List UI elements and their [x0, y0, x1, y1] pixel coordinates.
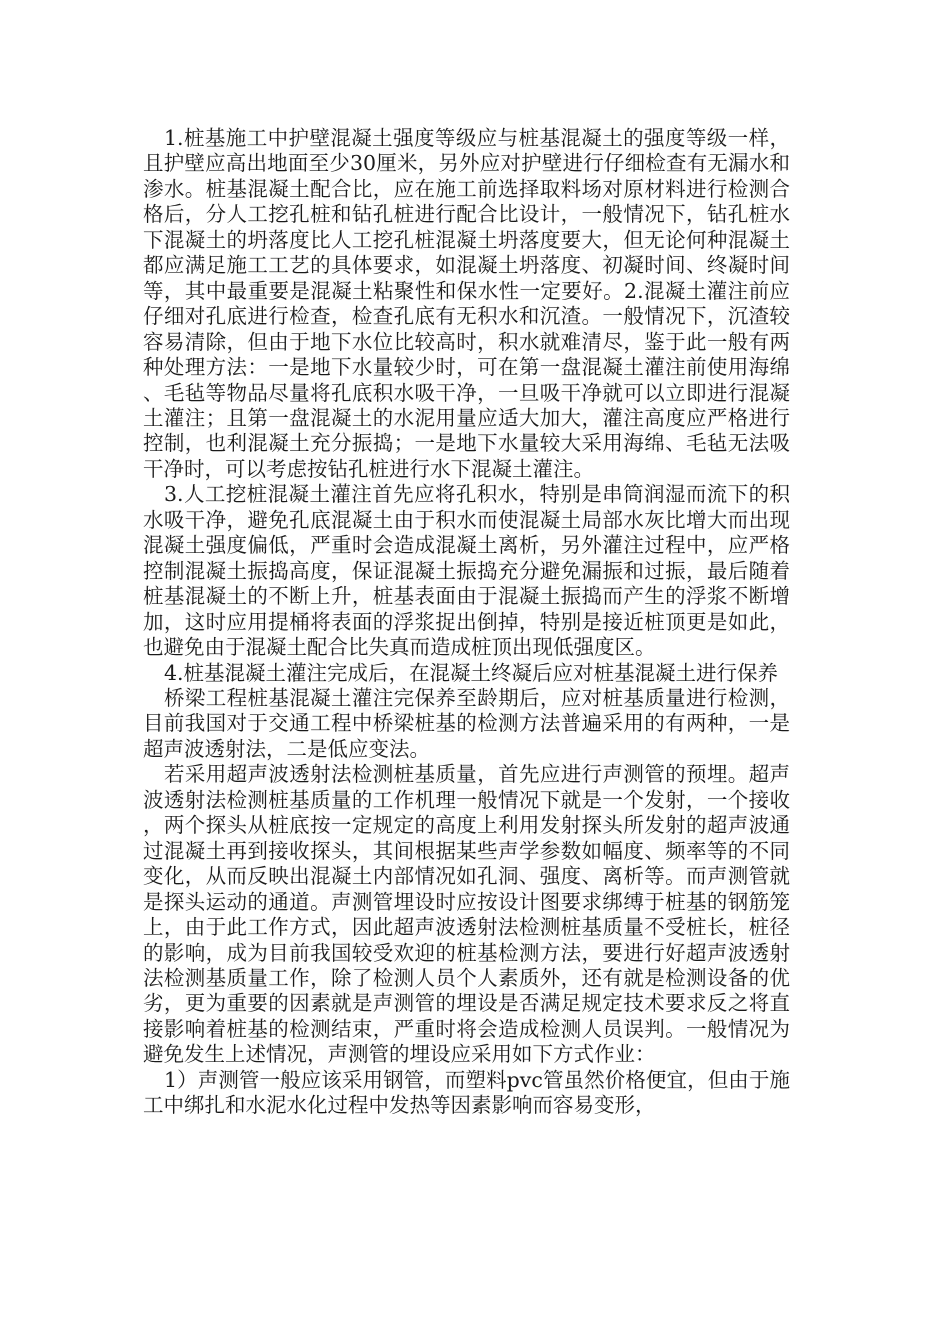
paragraph-inspection-methods: 桥梁工程桩基混凝土灌注完保养至龄期后，应对桩基质量进行检测，目前我国对于交通工程中桥梁桩基的检测方法普遍采用的有两种，一是超声波透射法，二是低应变法。 [143, 685, 790, 761]
paragraph-curing: 4.桩基混凝土灌注完成后，在混凝土终凝后应对桩基混凝土进行保养 [164, 660, 779, 685]
document-body [143, 126, 790, 1119]
paragraph-ultrasonic-method: 若采用超声波透射法检测桩基质量，首先应进行声测管的预埋。超声波透射法检测桩基质量的工作机理一般情况下就是一个发射，一个接收，两个探头从桩底按一定规定的高度上利用发射探头所发射的超声波通过混凝土再到接收探头，其间根据某些声学参数如幅度、频率等的不同变化，从而反映出混凝土内部情况如孔洞、强度、离析等。而声测管就是探头运动的通道。声测管埋设时应按设计图要求绑缚于桩基的钢筋笼上，由于此工作方式，因此超声波透射法检测桩基质量不受桩长，桩径的影响，成为目前我国较受欢迎的桩基检测方法，要进行好超声波透射法检测基质量工作，除了检测人员个人素质外，还有就是检测设备的优劣，更为重要的因素就是声测管的埋设是否满足规定技术要求反之将直接影响着桩基的检测结束，严重时将会造成检测人员误判。一般情况为避免发生上述情况，声测管的埋设应采用如下方式作业： [143, 762, 790, 1067]
paragraph-manual-pile-pouring: 3.人工挖桩混凝土灌注首先应将孔积水，特别是串筒润湿而流下的积水吸干净，避免孔底混凝土由于积水而使混凝土局部水灰比增大而出现混凝土强度偏低，严重时会造成混凝土离析，另外灌注过程中，应严格控制混凝土振捣高度，保证混凝土振捣充分避免漏振和过振，最后随着桩基混凝土的不断上升，桩基表面由于混凝土振捣而产生的浮浆不断增加，这时应用提桶将表面的浮浆捉出倒掉，特别是接近桩顶更是如此，也避免由于混凝土配合比失真而造成桩顶出现低强度区。 [143, 482, 790, 660]
paragraph-pile-wall-and-pouring: 1.桩基施工中护壁混凝土强度等级应与桩基混凝土的强度等级一样，且护壁应高出地面至少30厘米，另外应对护壁进行仔细检查有无漏水和渗水。桩基混凝土配合比，应在施工前选择取料场对原材料进行检测合格后，分人工挖孔桩和钻孔桩进行配合比设计，一般情况下，钻孔桩水下混凝土的坍落度比人工挖孔桩混凝土坍落度要大，但无论何种混凝土都应满足施工工艺的具体要求，如混凝土坍落度、初凝时间、终凝时间等，其中最重要是混凝土粘聚性和保水性一定要好。2.混凝土灌注前应仔细对孔底进行检查，检查孔底有无积水和沉渣。一般情况下，沉渣较容易清除，但由于地下水位比较高时，积水就难清尽，鉴于此一般有两种处理方法：一是地下水量较少时，可在第一盘混凝土灌注前使用海绵、毛毡等物品尽量将孔底积水吸干净，一旦吸干净就可以立即进行混凝土灌注；且第一盘混凝土的水泥用量应适大加大，灌注高度应严格进行控制，也利混凝土充分振捣；一是地下水量较大采用海绵、毛毡无法吸干净时，可以考虑按钻孔桩进行水下混凝土灌注。 [143, 126, 790, 481]
paragraph-sounding-pipe: 1）声测管一般应该采用钢管，而塑料pvc管虽然价格便宜，但由于施工中绑扎和水泥水化过程中发热等因素影响而容易变形， [143, 1067, 790, 1118]
